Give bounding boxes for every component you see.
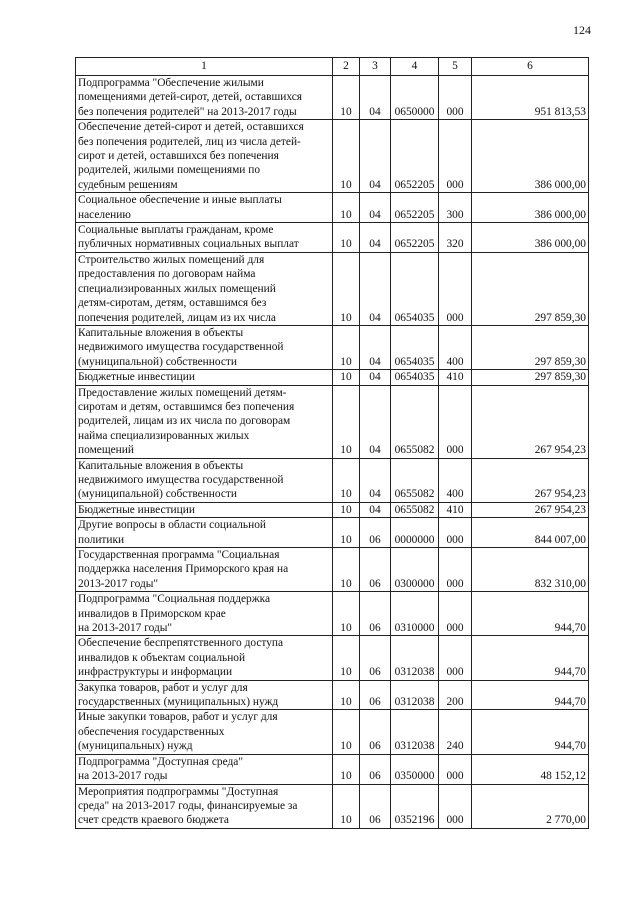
row-name-cell: Бюджетные инвестиции — [76, 370, 333, 385]
expense-type-cell: 000 — [439, 592, 472, 636]
subsection-code-cell: 04 — [360, 76, 391, 120]
table-row — [76, 76, 589, 120]
target-article-cell: 0652205 — [391, 223, 439, 253]
subsection-code-cell: 06 — [360, 592, 391, 636]
subsection-code-cell: 04 — [360, 120, 391, 193]
expense-type-cell: 000 — [439, 252, 472, 325]
target-article-cell: 0312038 — [391, 680, 439, 710]
section-code-cell: 10 — [333, 636, 360, 680]
row-name-cell: Иные закупки товаров, работ и услуг для обеспечения государственных (муниципальных) нужд — [76, 710, 333, 754]
subsection-code-cell: 04 — [360, 458, 391, 502]
expense-type-cell: 000 — [439, 548, 472, 592]
amount-cell: 944,70 — [472, 636, 589, 680]
amount-cell: 386 000,00 — [472, 223, 589, 253]
expense-type-cell: 400 — [439, 458, 472, 502]
subsection-code-cell: 06 — [360, 636, 391, 680]
table-row — [76, 710, 589, 754]
target-article-cell: 0312038 — [391, 636, 439, 680]
amount-cell: 944,70 — [472, 710, 589, 754]
expense-type-cell: 200 — [439, 680, 472, 710]
row-name-cell: Подпрограмма "Обеспечение жилыми помещениями детей-сирот, детей, оставшихся без попечения родителей" на 2013-2017 годы — [76, 76, 333, 120]
expense-type-cell: 000 — [439, 120, 472, 193]
section-code-cell: 10 — [333, 252, 360, 325]
amount-cell: 2 770,00 — [472, 784, 589, 828]
target-article-cell: 0652205 — [391, 193, 439, 223]
table-row — [76, 120, 589, 193]
table-row — [76, 680, 589, 710]
amount-cell: 944,70 — [472, 592, 589, 636]
target-article-cell: 0352196 — [391, 784, 439, 828]
column-header: 3 — [360, 58, 391, 76]
row-name-cell: Мероприятия подпрограммы "Доступная среда" на 2013-2017 годы, финансируемые за счет средств краевого бюджета — [76, 784, 333, 828]
table-row — [76, 252, 589, 325]
expense-type-cell: 000 — [439, 76, 472, 120]
table-row — [76, 458, 589, 502]
table-row — [76, 502, 589, 517]
subsection-code-cell: 04 — [360, 502, 391, 517]
amount-cell: 951 813,53 — [472, 76, 589, 120]
column-header: 4 — [391, 58, 439, 76]
amount-cell: 944,70 — [472, 680, 589, 710]
expense-type-cell: 410 — [439, 502, 472, 517]
target-article-cell: 0654035 — [391, 325, 439, 369]
section-code-cell: 10 — [333, 710, 360, 754]
row-name-cell: Обеспечение детей-сирот и детей, оставшихся без попечения родителей, лиц из числа детей- сирот и детей, оставшихся без попечения родителей, жилыми помещениями по судебным решениям — [76, 120, 333, 193]
expense-type-cell: 300 — [439, 193, 472, 223]
target-article-cell: 0312038 — [391, 710, 439, 754]
row-name-cell: Строительство жилых помещений для предоставления по договорам найма специализированных жилых помещений детям-сиротам, детям, оставшимся без попечения родителей, лицам из их числа — [76, 252, 333, 325]
section-code-cell: 10 — [333, 680, 360, 710]
column-header: 6 — [472, 58, 589, 76]
row-name-cell: Капитальные вложения в объекты недвижимого имущества государственной (муниципальной) собственности — [76, 458, 333, 502]
row-name-cell: Подпрограмма "Доступная среда" на 2013-2017 годы — [76, 754, 333, 784]
section-code-cell: 10 — [333, 325, 360, 369]
section-code-cell: 10 — [333, 120, 360, 193]
subsection-code-cell: 04 — [360, 370, 391, 385]
budget-table — [75, 57, 589, 829]
section-code-cell: 10 — [333, 193, 360, 223]
target-article-cell: 0655082 — [391, 385, 439, 458]
table-header-row — [76, 58, 589, 76]
expense-type-cell: 000 — [439, 636, 472, 680]
section-code-cell: 10 — [333, 370, 360, 385]
row-name-cell: Подпрограмма "Социальная поддержка инвалидов в Приморском крае на 2013-2017 годы" — [76, 592, 333, 636]
table-row — [76, 193, 589, 223]
subsection-code-cell: 06 — [360, 754, 391, 784]
amount-cell: 267 954,23 — [472, 458, 589, 502]
row-name-cell: Государственная программа "Социальная поддержка населения Приморского края на 2013-2017 годы" — [76, 548, 333, 592]
subsection-code-cell: 04 — [360, 385, 391, 458]
table-row — [76, 518, 589, 548]
subsection-code-cell: 04 — [360, 252, 391, 325]
subsection-code-cell: 06 — [360, 710, 391, 754]
amount-cell: 832 310,00 — [472, 548, 589, 592]
expense-type-cell: 320 — [439, 223, 472, 253]
expense-type-cell: 240 — [439, 710, 472, 754]
amount-cell: 297 859,30 — [472, 325, 589, 369]
row-name-cell: Бюджетные инвестиции — [76, 502, 333, 517]
column-header: 2 — [333, 58, 360, 76]
target-article-cell: 0655082 — [391, 502, 439, 517]
row-name-cell: Предоставление жилых помещений детям- сиротам и детям, оставшимся без попечения родителей, лицам из их числа по договорам найма специализированных жилых помещений — [76, 385, 333, 458]
amount-cell: 297 859,30 — [472, 370, 589, 385]
row-name-cell: Социальные выплаты гражданам, кроме публичных нормативных социальных выплат — [76, 223, 333, 253]
table-row — [76, 325, 589, 369]
expense-type-cell: 000 — [439, 518, 472, 548]
section-code-cell: 10 — [333, 784, 360, 828]
target-article-cell: 0654035 — [391, 370, 439, 385]
target-article-cell: 0000000 — [391, 518, 439, 548]
target-article-cell: 0300000 — [391, 548, 439, 592]
expense-type-cell: 410 — [439, 370, 472, 385]
amount-cell: 48 152,12 — [472, 754, 589, 784]
table-row — [76, 385, 589, 458]
subsection-code-cell: 04 — [360, 325, 391, 369]
amount-cell: 267 954,23 — [472, 502, 589, 517]
row-name-cell: Обеспечение беспрепятственного доступа инвалидов к объектам социальной инфраструктуры и информации — [76, 636, 333, 680]
section-code-cell: 10 — [333, 754, 360, 784]
subsection-code-cell: 06 — [360, 784, 391, 828]
table-row — [76, 784, 589, 828]
row-name-cell: Другие вопросы в области социальной политики — [76, 518, 333, 548]
table-row — [76, 754, 589, 784]
expense-type-cell: 400 — [439, 325, 472, 369]
row-name-cell: Капитальные вложения в объекты недвижимого имущества государственной (муниципальной) собственности — [76, 325, 333, 369]
table-row — [76, 592, 589, 636]
subsection-code-cell: 06 — [360, 548, 391, 592]
amount-cell: 386 000,00 — [472, 193, 589, 223]
section-code-cell: 10 — [333, 502, 360, 517]
amount-cell: 297 859,30 — [472, 252, 589, 325]
column-header: 5 — [439, 58, 472, 76]
expense-type-cell: 000 — [439, 754, 472, 784]
subsection-code-cell: 04 — [360, 193, 391, 223]
table-row — [76, 370, 589, 385]
subsection-code-cell: 06 — [360, 518, 391, 548]
section-code-cell: 10 — [333, 548, 360, 592]
section-code-cell: 10 — [333, 76, 360, 120]
row-name-cell: Социальное обеспечение и иные выплаты населению — [76, 193, 333, 223]
amount-cell: 386 000,00 — [472, 120, 589, 193]
target-article-cell: 0650000 — [391, 76, 439, 120]
section-code-cell: 10 — [333, 518, 360, 548]
subsection-code-cell: 06 — [360, 680, 391, 710]
section-code-cell: 10 — [333, 592, 360, 636]
expense-type-cell: 000 — [439, 784, 472, 828]
section-code-cell: 10 — [333, 223, 360, 253]
table-row — [76, 548, 589, 592]
expense-type-cell: 000 — [439, 385, 472, 458]
row-name-cell: Закупка товаров, работ и услуг для государственных (муниципальных) нужд — [76, 680, 333, 710]
table-row — [76, 223, 589, 253]
column-header: 1 — [76, 58, 333, 76]
section-code-cell: 10 — [333, 458, 360, 502]
page-number: 124 — [573, 23, 591, 37]
target-article-cell: 0350000 — [391, 754, 439, 784]
section-code-cell: 10 — [333, 385, 360, 458]
target-article-cell: 0655082 — [391, 458, 439, 502]
target-article-cell: 0654035 — [391, 252, 439, 325]
amount-cell: 844 007,00 — [472, 518, 589, 548]
table-row — [76, 636, 589, 680]
target-article-cell: 0652205 — [391, 120, 439, 193]
subsection-code-cell: 04 — [360, 223, 391, 253]
target-article-cell: 0310000 — [391, 592, 439, 636]
amount-cell: 267 954,23 — [472, 385, 589, 458]
